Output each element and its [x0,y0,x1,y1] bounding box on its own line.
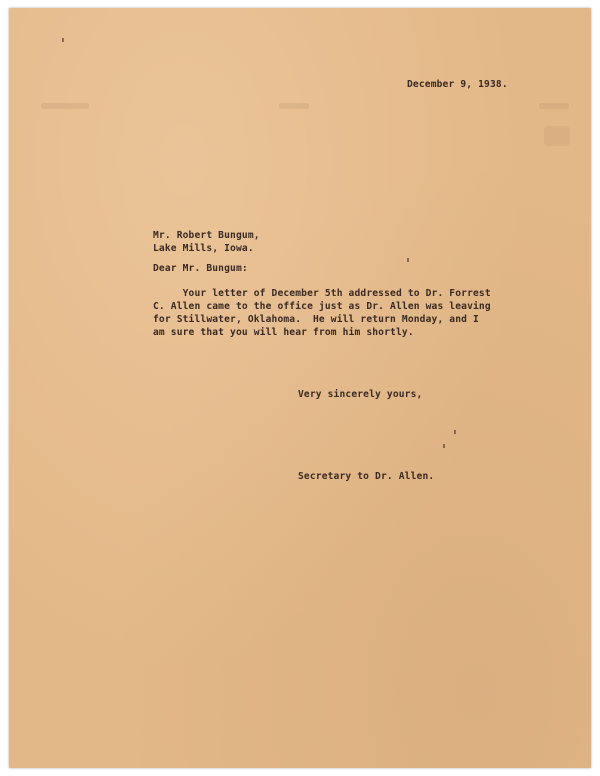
bleed-through-mark [539,103,569,109]
recipient-location: Lake Mills, Iowa. [153,243,254,254]
bleed-through-mark [279,103,309,109]
bleed-through-mark [41,103,89,109]
body-line: Your letter of December 5th addressed to Dr. Forrest [153,288,491,299]
letter-body [153,287,491,339]
complimentary-close: Very sincerely yours, [298,389,423,400]
paper-speck [62,38,64,42]
body-line: am sure that you will hear from him shortly. [153,327,414,338]
letter-date: December 9, 1938. [407,79,508,90]
recipient-name: Mr. Robert Bungum, [153,230,260,241]
paper-speck [443,444,445,448]
body-line: C. Allen came to the office just as Dr. Allen was leaving [153,301,491,312]
recipient-address [153,229,260,255]
salutation: Dear Mr. Bungum: [153,263,248,274]
signature-line: Secretary to Dr. Allen. [298,471,435,482]
body-line: for Stillwater, Oklahoma. He will return Monday, and I [153,314,479,325]
paper-smudge [544,126,570,146]
paper-speck [454,430,456,434]
paper-speck [407,258,409,262]
